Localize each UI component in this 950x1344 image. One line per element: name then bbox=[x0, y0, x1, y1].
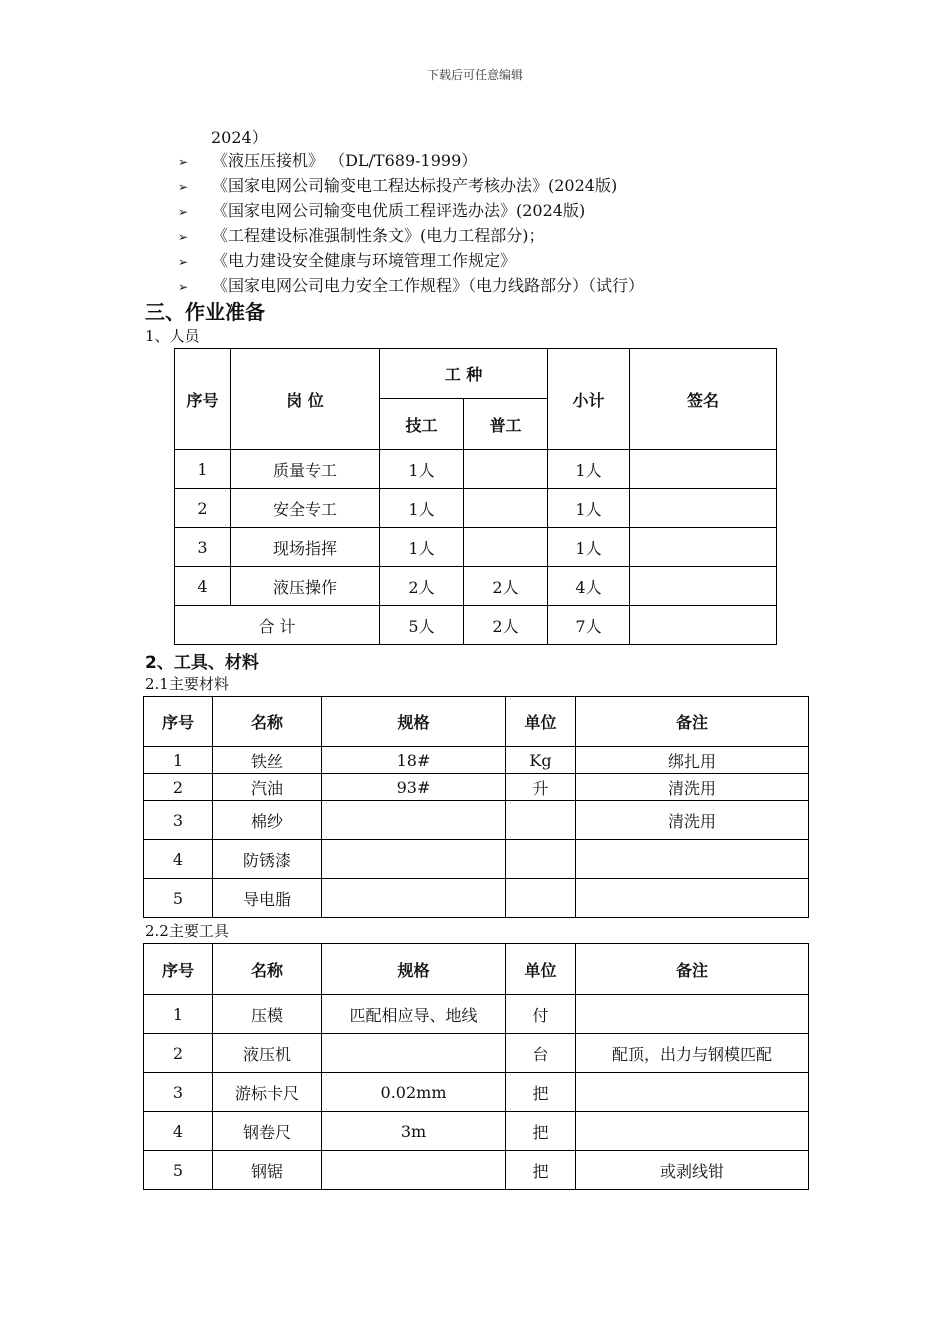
reference-list bbox=[178, 148, 644, 298]
header-general: 普工 bbox=[464, 399, 548, 450]
header-note: 备注 bbox=[576, 944, 809, 995]
reference-item: ➢ 《国家电网公司电力安全工作规程》（电力线路部分）（试行） bbox=[178, 273, 644, 298]
materials-title: 2.1主要材料 bbox=[145, 675, 229, 693]
arrow-bullet-icon: ➢ bbox=[178, 280, 189, 294]
header-no: 序号 bbox=[144, 944, 213, 995]
table-row: 2 安全专工 1人 1人 bbox=[175, 489, 777, 528]
table-row: 4 液压操作 2人 2人 4人 bbox=[175, 567, 777, 606]
header-spec: 规格 bbox=[322, 944, 506, 995]
header-name: 名称 bbox=[213, 697, 322, 747]
header-worktype: 工 种 bbox=[380, 349, 548, 399]
tools-table bbox=[143, 943, 809, 1190]
reference-item: ➢ 《电力建设安全健康与环境管理工作规定》 bbox=[178, 248, 644, 273]
header-unit: 单位 bbox=[506, 944, 576, 995]
tools-materials-title: 2、工具、材料 bbox=[145, 653, 259, 673]
arrow-bullet-icon: ➢ bbox=[178, 205, 189, 219]
header-unit: 单位 bbox=[506, 697, 576, 747]
table-row: 3 游标卡尺 0.02mm 把 bbox=[144, 1073, 809, 1112]
table-row: 1 铁丝 18# Kg 绑扎用 bbox=[144, 747, 809, 774]
reference-item: ➢ 《国家电网公司输变电工程达标投产考核办法》(2024版) bbox=[178, 173, 644, 198]
arrow-bullet-icon: ➢ bbox=[178, 255, 189, 269]
reference-continuation: 2024） bbox=[211, 128, 268, 147]
header-no: 序号 bbox=[175, 349, 231, 450]
personnel-title: 1、人员 bbox=[145, 327, 200, 345]
reference-item: ➢ 《工程建设标准强制性条文》(电力工程部分)； bbox=[178, 223, 644, 248]
table-row: 5 钢锯 把 或剥线钳 bbox=[144, 1151, 809, 1190]
page-header: 下载后可任意编辑 bbox=[426, 68, 523, 82]
header-sign: 签名 bbox=[630, 349, 777, 450]
header-subtotal: 小计 bbox=[548, 349, 630, 450]
table-row: 4 防锈漆 bbox=[144, 840, 809, 879]
section-title: 三、作业准备 bbox=[145, 300, 265, 324]
table-row: 2 液压机 台 配顶，出力与钢模匹配 bbox=[144, 1034, 809, 1073]
header-name: 名称 bbox=[213, 944, 322, 995]
reference-item: ➢ 《国家电网公司输变电优质工程评选办法》(2024版) bbox=[178, 198, 644, 223]
personnel-table bbox=[174, 348, 777, 645]
table-row: 2 汽油 93# 升 清洗用 bbox=[144, 774, 809, 801]
header-spec: 规格 bbox=[322, 697, 506, 747]
materials-table bbox=[143, 696, 809, 918]
header-post: 岗 位 bbox=[231, 349, 380, 450]
arrow-bullet-icon: ➢ bbox=[178, 230, 189, 244]
header-no: 序号 bbox=[144, 697, 213, 747]
header-note: 备注 bbox=[576, 697, 809, 747]
table-row: 3 棉纱 清洗用 bbox=[144, 801, 809, 840]
total-row: 合 计 5人 2人 7人 bbox=[175, 606, 777, 645]
header-skilled: 技工 bbox=[380, 399, 464, 450]
table-row: 1 压模 匹配相应导、地线 付 bbox=[144, 995, 809, 1034]
tools-title: 2.2主要工具 bbox=[145, 922, 229, 940]
table-row: 5 导电脂 bbox=[144, 879, 809, 918]
arrow-bullet-icon: ➢ bbox=[178, 180, 189, 194]
table-row: 3 现场指挥 1人 1人 bbox=[175, 528, 777, 567]
table-row: 1 质量专工 1人 1人 bbox=[175, 450, 777, 489]
arrow-bullet-icon: ➢ bbox=[178, 155, 189, 169]
reference-item: ➢ 《液压压接机》 （DL/T689-1999） bbox=[178, 148, 644, 173]
table-row: 4 钢卷尺 3m 把 bbox=[144, 1112, 809, 1151]
